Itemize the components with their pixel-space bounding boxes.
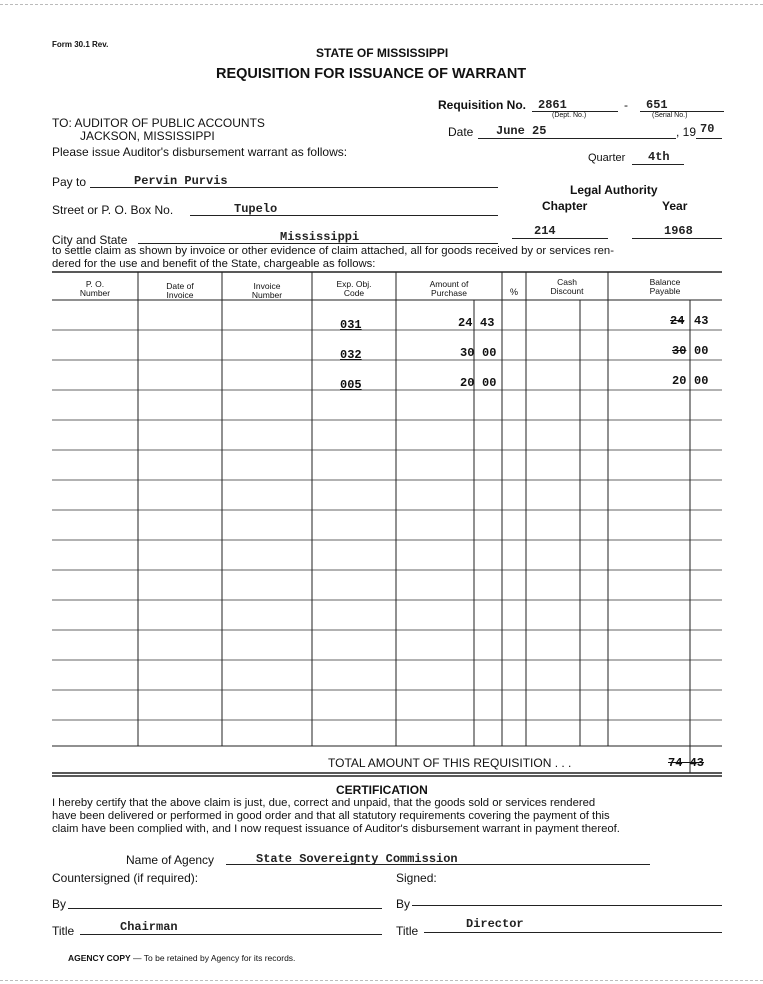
footer-note xyxy=(68,953,295,963)
state-title: STATE OF MISSISSIPPI xyxy=(316,46,449,60)
please-issue-text: Please issue Auditor's disbursement warrant as follows: xyxy=(52,145,348,159)
header-balance-payable xyxy=(608,278,722,296)
header-cash-line1: Cash xyxy=(557,277,577,287)
left-title-label: Title xyxy=(52,924,75,938)
agency-label: Name of Agency xyxy=(126,853,215,867)
header-exp-obj-code xyxy=(312,280,396,298)
street-value: Tupelo xyxy=(234,202,278,216)
right-by-label: By xyxy=(396,897,411,911)
quarter-label: Quarter xyxy=(588,152,626,164)
date-year-prefix: , 19 xyxy=(676,125,697,139)
header-amount-line2: Purchase xyxy=(431,288,467,298)
serial-no-caption: (Serial No.) xyxy=(652,112,688,119)
header-date-of-invoice xyxy=(138,282,222,300)
row2-code: 032 xyxy=(340,348,362,362)
total-value: 74 43 xyxy=(668,756,705,770)
serial-no-value: 651 xyxy=(646,98,668,112)
pay-to-label: Pay to xyxy=(52,175,87,189)
right-title-line xyxy=(424,932,722,933)
date-label: Date xyxy=(448,125,474,139)
left-by-label: By xyxy=(52,897,67,911)
header-date-line2: Invoice xyxy=(166,290,194,300)
header-cash-line2: Discount xyxy=(550,286,584,296)
header-cash-discount xyxy=(526,278,608,296)
header-po-number xyxy=(52,280,138,298)
header-invoice-line2: Number xyxy=(251,290,283,300)
header-balance-line1: Balance xyxy=(649,277,681,287)
row3-balance-cents: 00 xyxy=(694,374,709,388)
year-label: Year xyxy=(662,199,688,213)
header-amount-line1: Amount of xyxy=(429,279,469,289)
countersigned-label: Countersigned (if required): xyxy=(52,871,199,885)
dept-no-value: 2861 xyxy=(538,98,567,112)
row1-amount-cents: 43 xyxy=(480,316,495,330)
right-title-value: Director xyxy=(466,917,524,931)
dept-no-caption: (Dept. No.) xyxy=(552,112,587,119)
certification-title: CERTIFICATION xyxy=(336,783,428,797)
right-title-label: Title xyxy=(396,924,419,938)
left-title-value: Chairman xyxy=(120,920,178,934)
date-value: June 25 xyxy=(496,124,547,138)
street-label: Street or P. O. Box No. xyxy=(52,203,174,217)
row2-amount-dollars: 30 xyxy=(460,346,475,360)
row2-balance-dollars: 30 xyxy=(672,344,687,358)
left-by-line xyxy=(68,908,382,909)
row3-balance-dollars: 20 xyxy=(672,374,687,388)
header-percent: % xyxy=(509,287,518,297)
settle-text-line1: to settle claim as shown by invoice or other evidence of claim attached, all for goods received by or services ren- xyxy=(52,245,614,257)
chapter-value: 214 xyxy=(534,224,556,238)
row2-amount-cents: 00 xyxy=(482,346,497,360)
row1-amount-dollars: 24 xyxy=(458,316,473,330)
header-exp-line2: Code xyxy=(343,288,365,298)
legal-authority-label: Legal Authority xyxy=(570,183,658,197)
certification-line3: claim have been complied with, and I now request issuance of Auditor's disbursement warrant in payment thereof. xyxy=(52,823,620,835)
footer-agency-copy: AGENCY COPY xyxy=(68,953,131,963)
chapter-label: Chapter xyxy=(542,199,588,213)
right-by-line xyxy=(412,905,722,906)
year-value: 1968 xyxy=(664,224,693,238)
footer-retained-text: — To be retained by Agency for its records. xyxy=(133,953,296,963)
settle-text-line2: dered for the use and benefit of the State, chargeable as follows: xyxy=(52,258,376,270)
pay-to-value: Pervin Purvis xyxy=(134,174,228,188)
header-invoice-number xyxy=(222,282,312,300)
date-year-value: 70 xyxy=(700,122,715,136)
header-po-line1: P. O. xyxy=(85,279,105,289)
header-balance-line2: Payable xyxy=(649,286,681,296)
row3-amount-dollars: 20 xyxy=(460,376,475,390)
agency-value: State Sovereignty Commission xyxy=(256,852,458,866)
row1-code: 031 xyxy=(340,318,362,332)
requisition-dash: - xyxy=(624,98,628,112)
form-title: REQUISITION FOR ISSUANCE OF WARRANT xyxy=(216,66,527,82)
certification-line2: have been delivered or performed in good order and that all statutory requirements covering the payment of this xyxy=(52,810,610,822)
city-value: Mississippi xyxy=(280,230,360,244)
header-exp-line1: Exp. Obj. xyxy=(336,279,372,289)
row1-balance-cents: 43 xyxy=(694,314,709,328)
form-number: Form 30.1 Rev. xyxy=(52,40,109,49)
header-invoice-line1: Invoice xyxy=(253,281,281,291)
row3-code: 005 xyxy=(340,378,362,392)
to-auditor-line2: JACKSON, MISSISSIPPI xyxy=(80,129,215,143)
city-label: City and State xyxy=(52,233,128,247)
requisition-label: Requisition No. xyxy=(438,98,526,112)
left-title-line xyxy=(80,934,382,935)
row2-balance-cents: 00 xyxy=(694,344,709,358)
to-auditor-line1: TO: AUDITOR OF PUBLIC ACCOUNTS xyxy=(52,116,265,130)
quarter-value: 4th xyxy=(648,150,670,164)
header-amount-of-purchase xyxy=(396,280,502,298)
row3-amount-cents: 00 xyxy=(482,376,497,390)
header-date-line1: Date of xyxy=(166,281,194,291)
signed-label: Signed: xyxy=(396,871,437,885)
header-po-line2: Number xyxy=(79,288,111,298)
row1-balance-dollars: 24 xyxy=(670,314,685,328)
total-label: TOTAL AMOUNT OF THIS REQUISITION . . . xyxy=(328,756,572,770)
certification-line1: I hereby certify that the above claim is just, due, correct and unpaid, that the goods sold or services rendered xyxy=(52,797,596,809)
